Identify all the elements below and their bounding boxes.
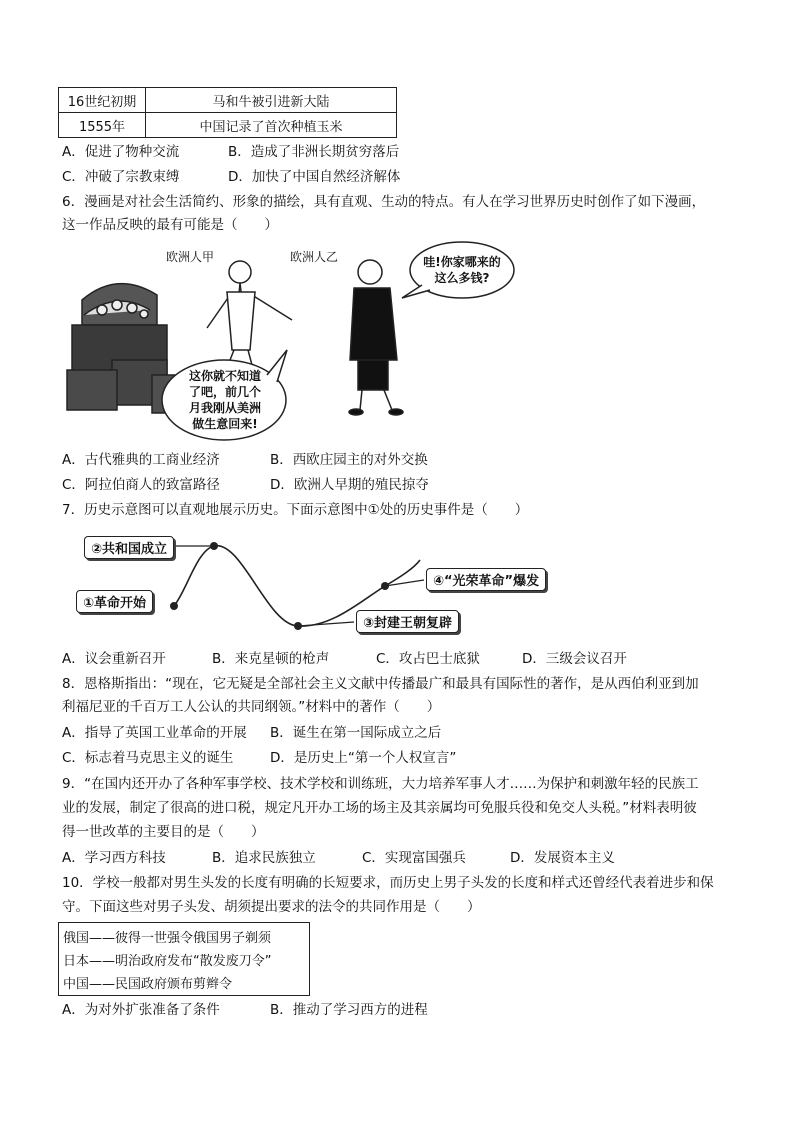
- table-cell-time: 1555年: [59, 113, 146, 138]
- event-2-label: ②共和国成立: [84, 536, 174, 559]
- q5-option-c[interactable]: C．冲破了宗教束缚: [62, 169, 180, 185]
- q9-stem-line2: 业的发展，制定了很高的进口税，规定凡开办工场的场主及其亲属均可免服兵役和免交人头税。”材料表明彼: [62, 800, 697, 816]
- q7-option-d[interactable]: D．三级会议召开: [522, 651, 627, 667]
- q8-stem-line2: 利福尼亚的千百万工人公认的共同纲领。”材料中的著作（ ）: [62, 699, 441, 715]
- q8-option-c[interactable]: C．标志着马克思主义的诞生: [62, 750, 234, 766]
- q8-option-b[interactable]: B．诞生在第一国际成立之后: [270, 725, 442, 741]
- bubble-a-text: [170, 368, 280, 432]
- q6-option-c[interactable]: C．阿拉伯商人的致富路径: [62, 477, 220, 493]
- bubble-a-line1: 这你就不知道: [188, 369, 261, 383]
- table-cell-event: 马和牛被引进新大陆: [146, 88, 397, 113]
- event-1-label: ①革命开始: [76, 590, 153, 613]
- point-1: [170, 602, 178, 610]
- q9-option-c[interactable]: C．实现富国强兵: [362, 850, 466, 866]
- q8-stem-line1: 8．恩格斯指出：“现在，它无疑是全部社会主义文献中传播最广和最具有国际性的著作，是从西伯利亚到加: [62, 676, 699, 692]
- decree-japan: 日本——明治政府发布“散发废刀令”: [63, 954, 272, 969]
- q6-option-b[interactable]: B．西欧庄园主的对外交换: [270, 452, 428, 468]
- person-a-label: 欧洲人甲: [166, 250, 215, 264]
- event-4-label: ④“光荣革命”爆发: [426, 568, 546, 591]
- q9-option-a[interactable]: A．学习西方科技: [62, 850, 166, 866]
- person-b-label: 欧洲人乙: [290, 250, 339, 264]
- bubble-b-line1: 哇!你家哪来的: [423, 255, 501, 269]
- q8-option-d[interactable]: D．是历史上“第一个人权宣言”: [270, 750, 457, 766]
- q6-stem-line1: 6．漫画是对社会生活简约、形象的描绘，具有直观、生动的特点。有人在学习世界历史时创作了如下漫画，: [62, 194, 706, 210]
- q10-stem-line2: 守。下面这些对男子头发、胡须提出要求的法令的共同作用是（ ）: [62, 899, 481, 915]
- q9-stem-line1: 9．“在国内还开办了各种军事学校、技术学校和训练班，大力培养军事人才……为保护和刺激年轻的民族工: [62, 776, 699, 792]
- table-row: [59, 88, 397, 113]
- bubble-b-line2: 这么多钱?: [434, 271, 490, 285]
- table-cell-time: 16世纪初期: [59, 88, 146, 113]
- q9-option-b[interactable]: B．追求民族独立: [212, 850, 316, 866]
- q5-option-a[interactable]: A．促进了物种交流: [62, 144, 180, 160]
- q5-option-d[interactable]: D．加快了中国自然经济解体: [228, 169, 401, 185]
- q9-stem-line3: 得一世改革的主要目的是（ ）: [62, 824, 265, 840]
- bubble-a-line3: 月我刚从美洲: [188, 401, 261, 415]
- q9-option-d[interactable]: D．发展资本主义: [510, 850, 615, 866]
- table-cell-event: 中国记录了首次种植玉米: [146, 113, 397, 138]
- q7-option-a[interactable]: A．议会重新召开: [62, 651, 166, 667]
- q10-decrees-box: [58, 922, 310, 996]
- q6-option-a[interactable]: A．古代雅典的工商业经济: [62, 452, 220, 468]
- table-row: [59, 113, 397, 138]
- bubble-a-line2: 了吧，前几个: [188, 385, 261, 399]
- q5-option-b[interactable]: B．造成了非洲长期贫穷落后: [228, 144, 400, 160]
- q6-stem-line2: 这一作品反映的最有可能是（ ）: [62, 217, 278, 233]
- q7-option-c[interactable]: C．攻占巴士底狱: [376, 651, 480, 667]
- decree-russia: 俄国——彼得一世强令俄国男子剃须: [63, 931, 272, 946]
- q7-option-b[interactable]: B．来克星顿的枪声: [212, 651, 330, 667]
- q5-timeline-table: [58, 87, 397, 138]
- q6-option-d[interactable]: D．欧洲人早期的殖民掠夺: [270, 477, 429, 493]
- bubble-a-line4: 做生意回来!: [192, 417, 258, 431]
- q8-option-a[interactable]: A．指导了英国工业革命的开展: [62, 725, 247, 741]
- q10-stem-line1: 10．学校一般都对男生头发的长度有明确的长短要求，而历史上男子头发的长度和样式还曾经代表着进步和保: [62, 875, 714, 891]
- event-3-label: ③封建王朝复辟: [356, 610, 459, 633]
- decree-china: 中国——民国政府颁布剪辫令: [63, 977, 233, 992]
- q10-option-a[interactable]: A．为对外扩张准备了条件: [62, 1002, 220, 1018]
- bubble-b-text: [412, 254, 512, 286]
- q7-stem: 7．历史示意图可以直观地展示历史。下面示意图中①处的历史事件是（ ）: [62, 502, 529, 518]
- q6-cartoon: [62, 240, 522, 445]
- q7-diagram: [62, 530, 582, 645]
- person-b-figure: [349, 260, 403, 415]
- q10-option-b[interactable]: B．推动了学习西方的进程: [270, 1002, 428, 1018]
